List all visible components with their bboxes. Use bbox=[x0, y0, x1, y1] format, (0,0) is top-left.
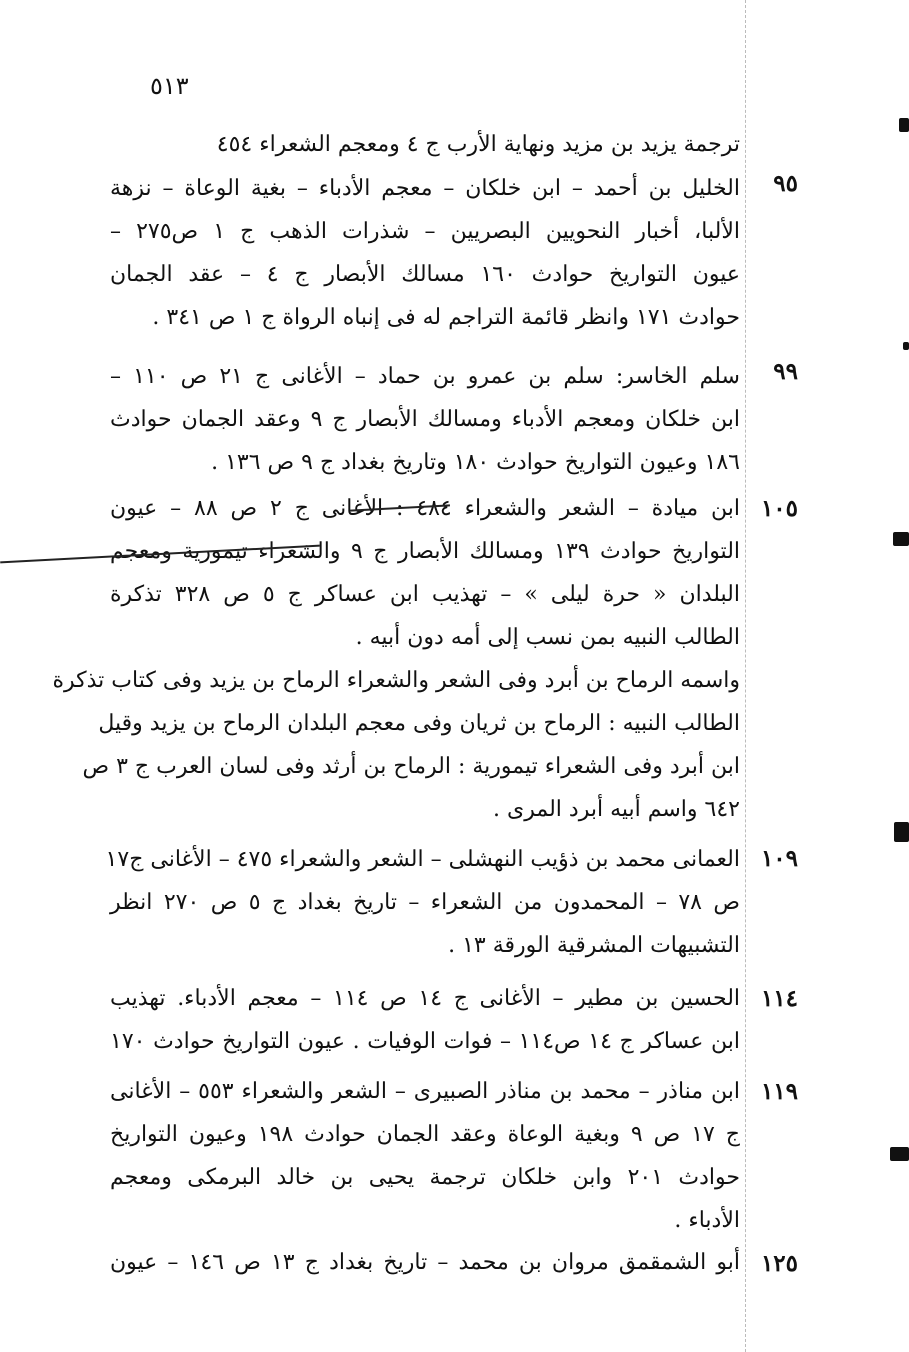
entry-line: ابن ميادة – الشعر والشعراء ٤٨٤ : الأغانى ج ٢ ص ٨٨ – عيون bbox=[110, 496, 740, 521]
entry-line: ابن خلكان ومعجم الأدباء ومسالك الأبصار ج ٩ وعقد الجمان حوادث bbox=[110, 407, 741, 432]
entry-125 bbox=[110, 1241, 740, 1284]
entry-line: الطالب النبيه بمن نسب إلى أمه دون أبيه . bbox=[355, 625, 740, 650]
page-number: ٥١٣ bbox=[150, 72, 189, 100]
entry-continuation bbox=[110, 123, 740, 166]
entry-number: ١٠٥ bbox=[760, 495, 798, 522]
scan-edge-mark bbox=[899, 118, 909, 132]
entry-number: ١٢٥ bbox=[760, 1250, 798, 1277]
entry-line: التواريخ حوادث ١٣٩ ومسالك الأبصار ج ٩ والشعراء تيمورية ومعجم bbox=[110, 539, 741, 564]
entry-number: ١١٩ bbox=[760, 1078, 798, 1105]
entry-line: الخليل بن أحمد – ابن خلكان – معجم الأدباء – بغية الوعاة – نزهة bbox=[110, 176, 740, 201]
entry-line: البلدان « حرة ليلى » – تهذيب ابن عساكر ج ٥ ص ٣٢٨ تذكرة bbox=[110, 582, 740, 607]
entry-114 bbox=[110, 977, 740, 1063]
entry-line: الحسين بن مطير – الأغانى ج ١٤ ص ١١٤ – معجم الأدباء. تهذيب bbox=[110, 986, 741, 1011]
entry-line: أبو الشمقمق مروان بن محمد – تاريخ بغداد ج ١٣ ص ١٤٦ – عيون bbox=[110, 1250, 740, 1275]
scan-edge-mark bbox=[893, 532, 909, 546]
entry-line: ترجمة يزيد بن مزيد ونهاية الأرب ج ٤ ومعجم الشعراء ٤٥٤ bbox=[216, 132, 740, 157]
entry-line: ٦٤٢ واسم أبيه أبرد المرى . bbox=[493, 797, 740, 822]
entry-line: الطالب النبيه : الرماح بن ثريان وفى معجم البلدان الرماح بن يزيد وقيل bbox=[98, 711, 740, 736]
entry-line: ابن عساكر ج ١٤ ص١١٤ – فوات الوفيات . عيون التواريخ حوادث ١٧٠ bbox=[110, 1029, 740, 1054]
binding-gutter-line bbox=[745, 0, 746, 1352]
entry-line: الألبا، أخبار النحويين البصريين – شذرات الذهب ج ١ ص٢٧٥ – bbox=[110, 219, 740, 244]
entry-number: ٩٥ bbox=[773, 170, 798, 197]
entry-line: العمانى محمد بن ذؤيب النهشلى – الشعر والشعراء ٤٧٥ – الأغانى ج١٧ bbox=[105, 847, 740, 872]
scan-edge-mark bbox=[894, 822, 909, 842]
entry-line: ١٨٦ وعيون التواريخ حوادث ١٨٠ وتاريخ بغداد ج ٩ ص ١٣٦ . bbox=[211, 450, 740, 475]
entry-105 bbox=[52, 487, 741, 831]
entry-number: ١١٤ bbox=[760, 985, 798, 1012]
entry-line: ابن أبرد وفى الشعراء تيمورية : الرماح بن أرثد وفى لسان العرب ج ٣ ص bbox=[82, 754, 740, 779]
entry-95 bbox=[110, 167, 740, 339]
entry-line: واسمه الرماح بن أبرد وفى الشعر والشعراء الرماح بن يزيد وفى كتاب تذكرة bbox=[52, 668, 740, 693]
entry-119 bbox=[110, 1070, 740, 1242]
entry-number: ٩٩ bbox=[773, 358, 798, 385]
entry-line: ص ٧٨ – المحمدون من الشعراء – تاريخ بغداد ج ٥ ص ٢٧٠ انظر bbox=[110, 890, 741, 915]
scan-edge-mark bbox=[903, 342, 909, 350]
entry-number: ١٠٩ bbox=[760, 845, 798, 872]
entry-line: عيون التواريخ حوادث ١٦٠ مسالك الأبصار ج ٤ – عقد الجمان bbox=[110, 262, 741, 287]
entry-109 bbox=[105, 838, 741, 967]
entry-line: حوادث ٢٠١ وابن خلكان ترجمة يحيى بن خالد البرمكى ومعجم bbox=[110, 1165, 741, 1190]
entry-line: ابن مناذر – محمد بن مناذر الصبيرى – الشعر والشعراء ٥٥٣ – الأغانى bbox=[110, 1079, 740, 1104]
entry-line: سلم الخاسر: سلم بن عمرو بن حماد – الأغانى ج ٢١ ص ١١٠ – bbox=[110, 364, 740, 389]
entry-line: حوادث ١٧١ وانظر قائمة التراجم له فى إنباه الرواة ج ١ ص ٣٤١ . bbox=[152, 305, 740, 330]
entry-line: ج ١٧ ص ٩ وبغية الوعاة وعقد الجمان حوادث ١٩٨ وعيون التواريخ bbox=[110, 1122, 741, 1147]
scan-edge-mark bbox=[890, 1147, 909, 1161]
entry-line: التشبيهات المشرقية الورقة ١٣ . bbox=[448, 933, 740, 958]
entry-99 bbox=[110, 355, 740, 484]
entry-line: الأدباء . bbox=[674, 1208, 740, 1233]
